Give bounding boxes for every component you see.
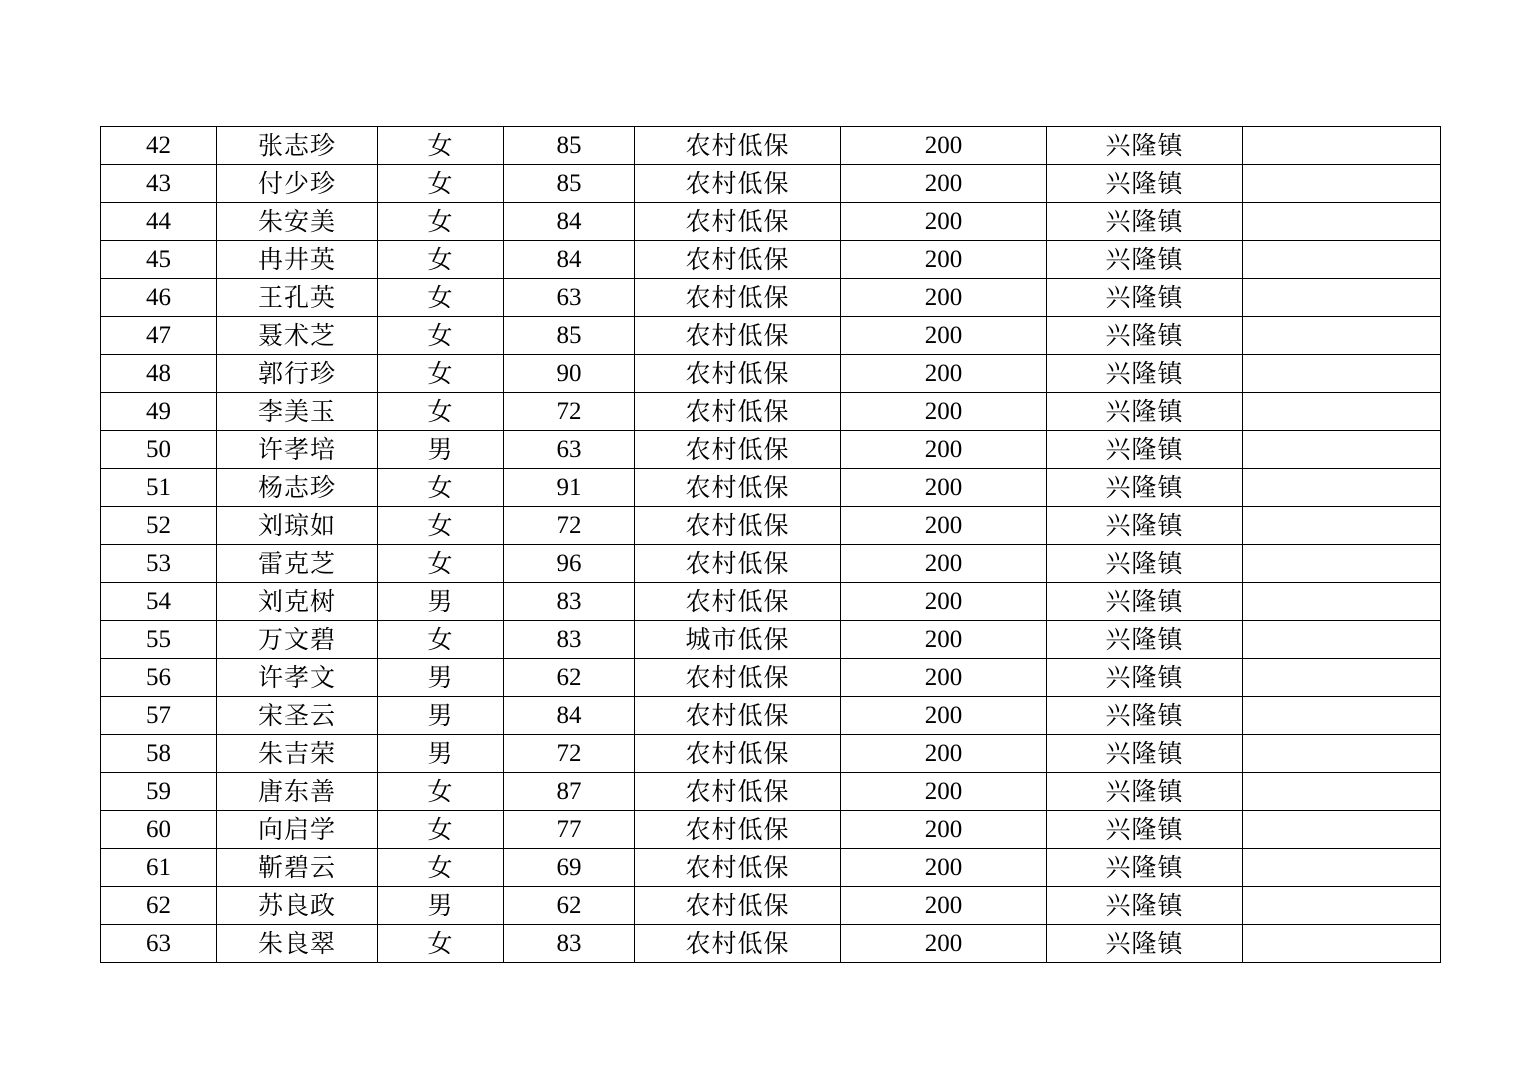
cell-index: 57 [101,697,217,735]
cell-remark [1243,697,1441,735]
cell-category: 农村低保 [635,165,841,203]
cell-category: 农村低保 [635,507,841,545]
table-row [101,279,1441,317]
cell-age: 91 [504,469,635,507]
cell-remark [1243,887,1441,925]
cell-name: 聂术芝 [217,317,378,355]
cell-remark [1243,469,1441,507]
roster-table-container [100,126,1432,963]
cell-category: 农村低保 [635,583,841,621]
cell-amount: 200 [841,697,1047,735]
cell-town: 兴隆镇 [1047,849,1243,887]
cell-amount: 200 [841,469,1047,507]
cell-amount: 200 [841,241,1047,279]
cell-category: 农村低保 [635,469,841,507]
table-row [101,317,1441,355]
cell-index: 50 [101,431,217,469]
cell-town: 兴隆镇 [1047,203,1243,241]
table-row [101,203,1441,241]
cell-age: 63 [504,431,635,469]
cell-town: 兴隆镇 [1047,659,1243,697]
cell-category: 农村低保 [635,279,841,317]
table-row [101,431,1441,469]
cell-remark [1243,925,1441,963]
cell-name: 付少珍 [217,165,378,203]
cell-remark [1243,393,1441,431]
cell-name: 向启学 [217,811,378,849]
cell-age: 77 [504,811,635,849]
cell-town: 兴隆镇 [1047,355,1243,393]
cell-gender: 女 [378,279,504,317]
cell-name: 许孝培 [217,431,378,469]
cell-index: 60 [101,811,217,849]
cell-remark [1243,241,1441,279]
cell-index: 52 [101,507,217,545]
roster-table [100,126,1441,963]
table-row [101,811,1441,849]
cell-remark [1243,127,1441,165]
cell-category: 农村低保 [635,127,841,165]
cell-gender: 女 [378,507,504,545]
cell-index: 46 [101,279,217,317]
cell-age: 96 [504,545,635,583]
cell-town: 兴隆镇 [1047,279,1243,317]
cell-gender: 女 [378,469,504,507]
cell-amount: 200 [841,659,1047,697]
cell-amount: 200 [841,393,1047,431]
cell-gender: 女 [378,165,504,203]
cell-town: 兴隆镇 [1047,925,1243,963]
cell-remark [1243,317,1441,355]
cell-gender: 男 [378,583,504,621]
cell-town: 兴隆镇 [1047,583,1243,621]
cell-name: 苏良政 [217,887,378,925]
cell-town: 兴隆镇 [1047,127,1243,165]
cell-category: 农村低保 [635,735,841,773]
cell-gender: 女 [378,925,504,963]
table-row [101,127,1441,165]
cell-category: 农村低保 [635,241,841,279]
cell-remark [1243,773,1441,811]
cell-gender: 男 [378,697,504,735]
cell-name: 许孝文 [217,659,378,697]
cell-name: 宋圣云 [217,697,378,735]
cell-gender: 女 [378,545,504,583]
cell-name: 李美玉 [217,393,378,431]
cell-index: 62 [101,887,217,925]
cell-index: 45 [101,241,217,279]
cell-town: 兴隆镇 [1047,165,1243,203]
cell-gender: 女 [378,393,504,431]
cell-name: 杨志珍 [217,469,378,507]
cell-category: 农村低保 [635,203,841,241]
cell-age: 85 [504,317,635,355]
cell-gender: 女 [378,355,504,393]
cell-amount: 200 [841,925,1047,963]
cell-category: 农村低保 [635,431,841,469]
cell-amount: 200 [841,431,1047,469]
cell-amount: 200 [841,773,1047,811]
cell-category: 农村低保 [635,773,841,811]
cell-amount: 200 [841,355,1047,393]
cell-town: 兴隆镇 [1047,697,1243,735]
cell-remark [1243,849,1441,887]
table-row [101,697,1441,735]
cell-category: 农村低保 [635,659,841,697]
cell-remark [1243,583,1441,621]
cell-category: 农村低保 [635,887,841,925]
cell-age: 84 [504,203,635,241]
cell-gender: 女 [378,203,504,241]
cell-category: 农村低保 [635,393,841,431]
cell-index: 49 [101,393,217,431]
cell-amount: 200 [841,507,1047,545]
cell-index: 56 [101,659,217,697]
cell-gender: 男 [378,735,504,773]
cell-amount: 200 [841,849,1047,887]
cell-remark [1243,355,1441,393]
cell-category: 农村低保 [635,697,841,735]
cell-amount: 200 [841,127,1047,165]
cell-name: 万文碧 [217,621,378,659]
table-row [101,469,1441,507]
table-row [101,507,1441,545]
cell-town: 兴隆镇 [1047,241,1243,279]
cell-age: 83 [504,583,635,621]
cell-category: 农村低保 [635,317,841,355]
cell-amount: 200 [841,583,1047,621]
cell-amount: 200 [841,317,1047,355]
cell-name: 朱吉荣 [217,735,378,773]
cell-remark [1243,165,1441,203]
cell-age: 72 [504,507,635,545]
cell-index: 51 [101,469,217,507]
cell-gender: 男 [378,887,504,925]
cell-gender: 男 [378,659,504,697]
table-row [101,241,1441,279]
cell-town: 兴隆镇 [1047,469,1243,507]
cell-age: 62 [504,659,635,697]
cell-age: 63 [504,279,635,317]
cell-gender: 女 [378,773,504,811]
cell-gender: 女 [378,241,504,279]
cell-remark [1243,431,1441,469]
cell-category: 农村低保 [635,355,841,393]
cell-amount: 200 [841,811,1047,849]
cell-age: 84 [504,241,635,279]
table-row [101,621,1441,659]
cell-town: 兴隆镇 [1047,431,1243,469]
cell-age: 84 [504,697,635,735]
cell-remark [1243,507,1441,545]
cell-gender: 女 [378,621,504,659]
cell-gender: 女 [378,127,504,165]
table-row [101,773,1441,811]
cell-town: 兴隆镇 [1047,545,1243,583]
cell-age: 85 [504,127,635,165]
cell-index: 53 [101,545,217,583]
cell-index: 42 [101,127,217,165]
table-row [101,735,1441,773]
cell-remark [1243,811,1441,849]
cell-town: 兴隆镇 [1047,621,1243,659]
cell-index: 44 [101,203,217,241]
cell-category: 农村低保 [635,849,841,887]
cell-name: 张志珍 [217,127,378,165]
cell-category: 城市低保 [635,621,841,659]
cell-index: 63 [101,925,217,963]
cell-amount: 200 [841,887,1047,925]
cell-index: 58 [101,735,217,773]
cell-remark [1243,621,1441,659]
cell-age: 85 [504,165,635,203]
cell-name: 刘克树 [217,583,378,621]
cell-name: 朱良翠 [217,925,378,963]
cell-town: 兴隆镇 [1047,507,1243,545]
cell-name: 刘琼如 [217,507,378,545]
cell-remark [1243,735,1441,773]
cell-age: 72 [504,393,635,431]
table-row [101,165,1441,203]
cell-remark [1243,203,1441,241]
cell-gender: 男 [378,431,504,469]
cell-age: 62 [504,887,635,925]
table-row [101,925,1441,963]
cell-name: 雷克芝 [217,545,378,583]
cell-town: 兴隆镇 [1047,773,1243,811]
cell-gender: 女 [378,317,504,355]
cell-category: 农村低保 [635,545,841,583]
cell-category: 农村低保 [635,925,841,963]
cell-gender: 女 [378,849,504,887]
cell-town: 兴隆镇 [1047,735,1243,773]
table-row [101,355,1441,393]
cell-age: 72 [504,735,635,773]
table-row [101,583,1441,621]
cell-age: 90 [504,355,635,393]
cell-category: 农村低保 [635,811,841,849]
cell-amount: 200 [841,203,1047,241]
table-row [101,849,1441,887]
cell-index: 61 [101,849,217,887]
cell-amount: 200 [841,165,1047,203]
table-row [101,659,1441,697]
cell-remark [1243,659,1441,697]
roster-table-body [101,127,1441,963]
cell-gender: 女 [378,811,504,849]
cell-town: 兴隆镇 [1047,811,1243,849]
cell-age: 87 [504,773,635,811]
cell-index: 59 [101,773,217,811]
cell-remark [1243,545,1441,583]
table-row [101,887,1441,925]
cell-index: 43 [101,165,217,203]
cell-age: 83 [504,621,635,659]
cell-amount: 200 [841,735,1047,773]
cell-name: 唐东善 [217,773,378,811]
cell-index: 54 [101,583,217,621]
cell-name: 王孔英 [217,279,378,317]
cell-name: 靳碧云 [217,849,378,887]
cell-index: 48 [101,355,217,393]
cell-amount: 200 [841,621,1047,659]
cell-town: 兴隆镇 [1047,393,1243,431]
cell-name: 朱安美 [217,203,378,241]
table-row [101,545,1441,583]
cell-index: 55 [101,621,217,659]
cell-index: 47 [101,317,217,355]
cell-name: 郭行珍 [217,355,378,393]
cell-amount: 200 [841,545,1047,583]
cell-remark [1243,279,1441,317]
cell-amount: 200 [841,279,1047,317]
cell-town: 兴隆镇 [1047,317,1243,355]
cell-name: 冉井英 [217,241,378,279]
cell-town: 兴隆镇 [1047,887,1243,925]
cell-age: 69 [504,849,635,887]
table-row [101,393,1441,431]
cell-age: 83 [504,925,635,963]
